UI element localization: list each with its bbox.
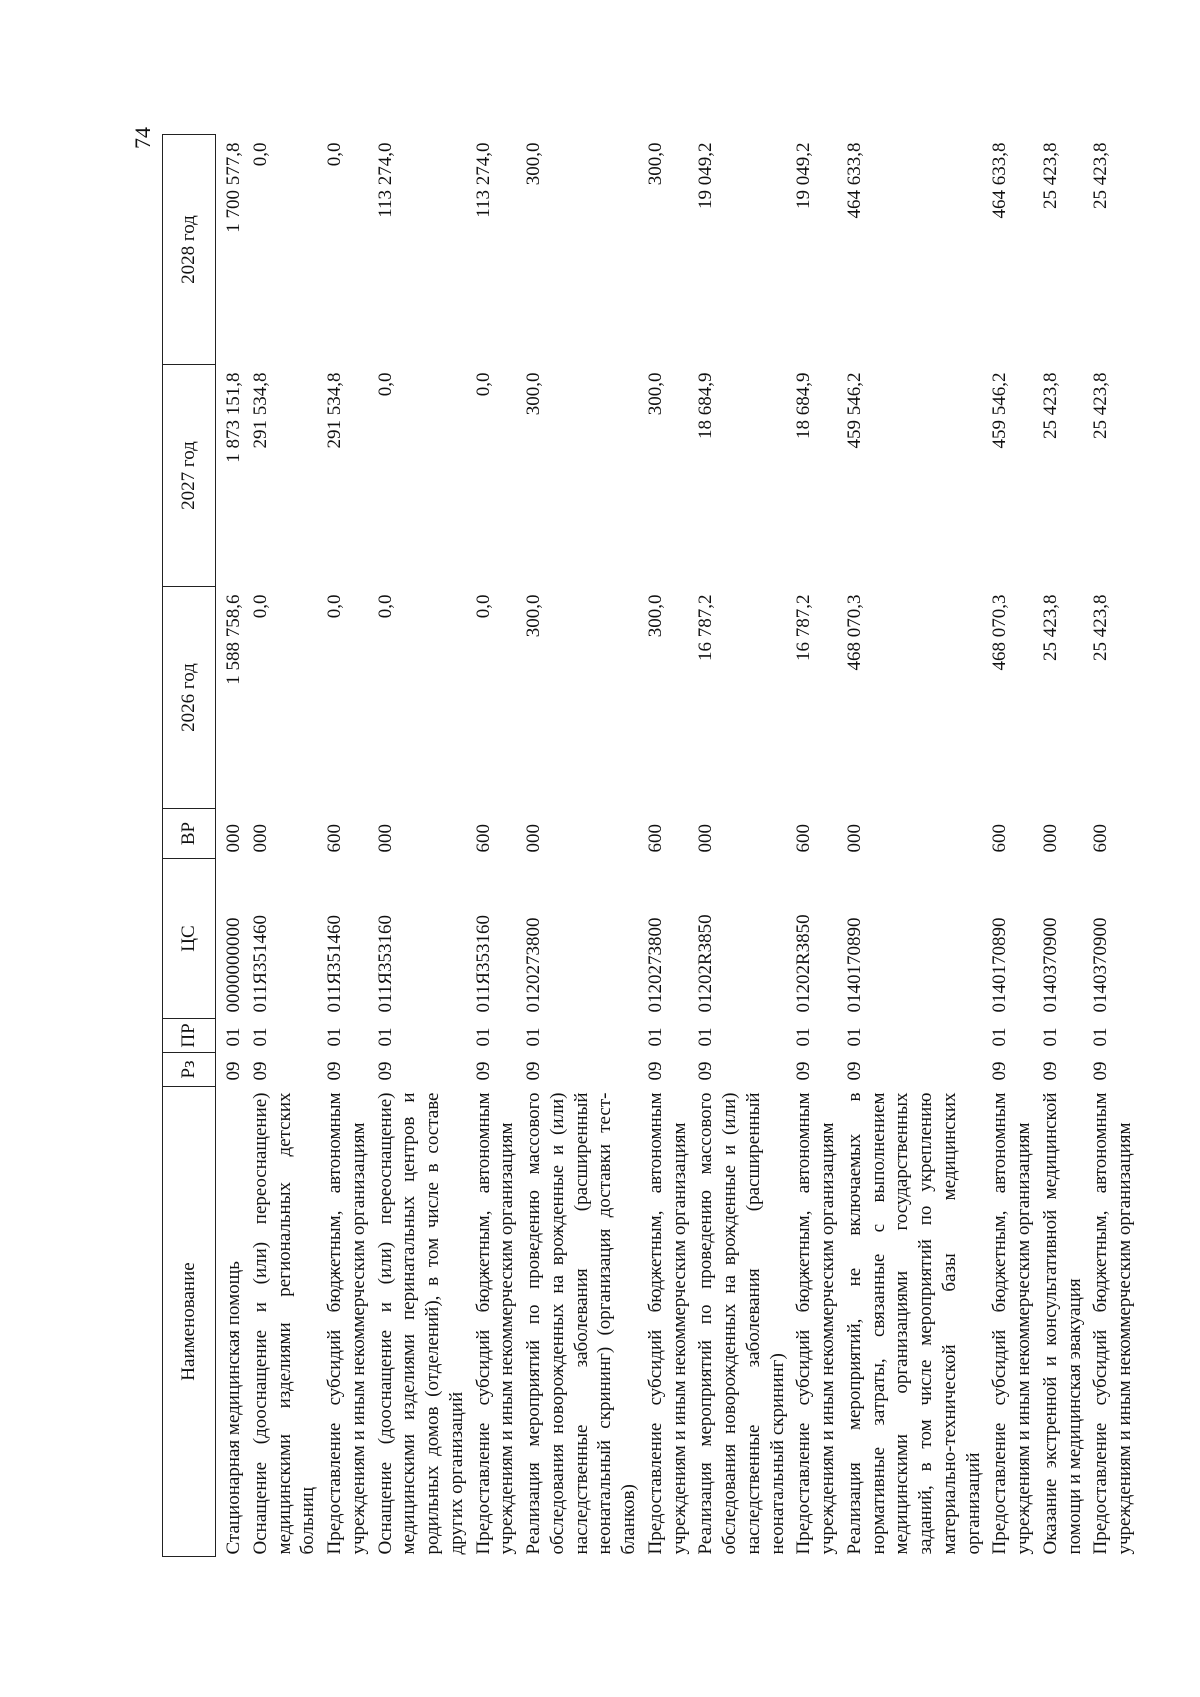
cell-cs: 0140370900 bbox=[1039, 917, 1061, 1013]
cell-pr: 01 bbox=[1039, 1027, 1061, 1047]
table-row bbox=[216, 135, 249, 1557]
cell-2027: 18 684,9 bbox=[695, 372, 717, 439]
cell-vr: 600 bbox=[989, 824, 1011, 853]
cell-rz: 09 bbox=[223, 1061, 244, 1081]
cell-cs: 011Я351460 bbox=[324, 915, 345, 1013]
cell-2028: 0,0 bbox=[324, 142, 345, 167]
cell-rz: 09 bbox=[523, 1061, 544, 1081]
page-number: 74 bbox=[130, 127, 155, 149]
cell-vr: 600 bbox=[324, 824, 345, 853]
cell-2028: 25 423,8 bbox=[1039, 142, 1061, 209]
cell-cs: 0000000000 bbox=[223, 917, 244, 1013]
header-pr: ПР bbox=[163, 1019, 216, 1053]
cell-pr: 01 bbox=[1090, 1027, 1112, 1047]
cell-name: Реализация мероприятий по проведению массового обследования новорожденных на врожденные и (или) наследственные заболевания (расширенный неонатальный скрининг) bbox=[695, 1092, 788, 1555]
cell-rz: 09 bbox=[989, 1061, 1011, 1081]
cell-2027: 459 546,2 bbox=[989, 372, 1011, 449]
cell-pr: 01 bbox=[324, 1027, 345, 1047]
cell-cs: 0120273800 bbox=[523, 917, 544, 1013]
cell-pr: 01 bbox=[695, 1027, 717, 1047]
cell-name: Предоставление субсидий бюджетным, автономным учреждениям и иным некоммерческим организациям bbox=[989, 1092, 1034, 1555]
cell-pr: 01 bbox=[249, 1027, 271, 1047]
cell-cs: 011Я351460 bbox=[249, 915, 271, 1013]
table-row bbox=[374, 135, 472, 1557]
cell-cs: 0140370900 bbox=[1090, 917, 1112, 1013]
cell-2026: 468 070,3 bbox=[989, 594, 1011, 671]
table-row bbox=[522, 135, 644, 1557]
cell-rz: 09 bbox=[1090, 1061, 1112, 1081]
cell-name: Оснащение (дооснащение и (или) переоснащение) медицинскими изделиями перинатальных центров и родильных домов (отделений), в том числе в составе других организаций bbox=[374, 1092, 467, 1555]
cell-name: Оказание экстренной и консультативной медицинской помощи и медицинская эвакуация bbox=[1039, 1092, 1085, 1555]
cell-2027: 25 423,8 bbox=[1039, 372, 1061, 439]
table-row bbox=[323, 135, 374, 1557]
cell-pr: 01 bbox=[374, 1027, 396, 1047]
cell-2028: 464 633,8 bbox=[843, 142, 865, 219]
cell-name: Оснащение (дооснащение и (или) переоснащение) медицинскими изделиями региональных детских больниц bbox=[249, 1092, 319, 1555]
cell-2028: 300,0 bbox=[644, 142, 666, 186]
cell-2027: 1 873 151,8 bbox=[223, 372, 244, 463]
budget-table bbox=[162, 134, 1140, 1557]
cell-pr: 01 bbox=[523, 1027, 544, 1047]
cell-2027: 300,0 bbox=[644, 372, 666, 416]
table-row bbox=[694, 135, 792, 1557]
header-rz: Рз bbox=[163, 1053, 216, 1087]
cell-cs: 0140170890 bbox=[989, 917, 1011, 1013]
cell-2027: 459 546,2 bbox=[843, 372, 865, 449]
cell-name: Предоставление субсидий бюджетным, автономным учреждениям и иным некоммерческим организациям bbox=[644, 1092, 690, 1555]
table-header bbox=[163, 135, 216, 1557]
cell-2026: 300,0 bbox=[523, 594, 544, 638]
cell-name: Предоставление субсидий бюджетным, автономным учреждениям и иным некоммерческим организациям bbox=[1090, 1092, 1135, 1555]
table-row bbox=[988, 135, 1039, 1557]
cell-vr: 000 bbox=[249, 824, 271, 853]
cell-rz: 09 bbox=[793, 1061, 815, 1081]
cell-vr: 600 bbox=[472, 824, 494, 853]
table-row bbox=[843, 135, 989, 1557]
cell-2026: 1 588 758,6 bbox=[223, 594, 244, 685]
cell-rz: 09 bbox=[374, 1061, 396, 1081]
cell-2027: 0,0 bbox=[374, 372, 396, 397]
cell-2026: 300,0 bbox=[644, 594, 666, 638]
cell-rz: 09 bbox=[695, 1061, 717, 1081]
cell-2027: 25 423,8 bbox=[1090, 372, 1112, 439]
cell-vr: 000 bbox=[223, 824, 244, 853]
cell-cs: 011Я353160 bbox=[472, 915, 494, 1013]
table-row bbox=[1039, 135, 1090, 1557]
table-row bbox=[1089, 135, 1140, 1557]
header-name: Наименование bbox=[163, 1087, 216, 1557]
header-cs: ЦС bbox=[163, 859, 216, 1019]
table-row bbox=[644, 135, 695, 1557]
cell-2026: 468 070,3 bbox=[843, 594, 865, 671]
cell-2028: 1 700 577,8 bbox=[223, 142, 244, 233]
cell-name: Стационарная медицинская помощь bbox=[223, 1261, 244, 1555]
cell-2028: 25 423,8 bbox=[1090, 142, 1112, 209]
cell-pr: 01 bbox=[223, 1027, 244, 1047]
cell-2027: 0,0 bbox=[472, 372, 494, 397]
cell-name: Предоставление субсидий бюджетным, автономным учреждениям и иным некоммерческим организациям bbox=[472, 1092, 518, 1555]
cell-pr: 01 bbox=[644, 1027, 666, 1047]
cell-vr: 000 bbox=[1039, 824, 1061, 853]
cell-rz: 09 bbox=[843, 1061, 865, 1081]
cell-pr: 01 bbox=[793, 1027, 815, 1047]
cell-2026: 16 787,2 bbox=[695, 594, 717, 661]
cell-2026: 0,0 bbox=[472, 594, 494, 619]
cell-rz: 09 bbox=[644, 1061, 666, 1081]
cell-2026: 0,0 bbox=[324, 594, 345, 619]
cell-vr: 600 bbox=[1090, 824, 1112, 853]
cell-2026: 25 423,8 bbox=[1039, 594, 1061, 661]
cell-cs: 0120273800 bbox=[644, 917, 666, 1013]
cell-2028: 464 633,8 bbox=[989, 142, 1011, 219]
cell-vr: 000 bbox=[374, 824, 396, 853]
cell-2028: 113 274,0 bbox=[374, 142, 396, 218]
cell-name: Предоставление субсидий бюджетным, автономным учреждениям и иным некоммерческим организациям bbox=[793, 1092, 838, 1555]
cell-vr: 600 bbox=[793, 824, 815, 853]
cell-rz: 09 bbox=[472, 1061, 494, 1081]
cell-vr: 600 bbox=[644, 824, 666, 853]
cell-2026: 0,0 bbox=[374, 594, 396, 619]
cell-2027: 291 534,8 bbox=[249, 372, 271, 449]
cell-vr: 000 bbox=[695, 824, 717, 853]
cell-2027: 300,0 bbox=[523, 372, 544, 416]
header-2028: 2028 год bbox=[163, 135, 216, 365]
cell-cs: 01202R3850 bbox=[793, 914, 815, 1013]
cell-vr: 000 bbox=[523, 824, 544, 853]
cell-rz: 09 bbox=[1039, 1061, 1061, 1081]
cell-2026: 0,0 bbox=[249, 594, 271, 619]
cell-cs: 011Я353160 bbox=[374, 915, 396, 1013]
cell-rz: 09 bbox=[249, 1061, 271, 1081]
header-vr: ВР bbox=[163, 809, 216, 859]
cell-name: Реализация мероприятий по проведению массового обследования новорожденных на врожденные и (или) наследственные заболевания (расширенный неонатальный скрининг) (организация доставки тест-бланков) bbox=[523, 1092, 639, 1555]
cell-pr: 01 bbox=[989, 1027, 1011, 1047]
table-row bbox=[472, 135, 523, 1557]
table-row bbox=[249, 135, 323, 1557]
cell-2028: 19 049,2 bbox=[793, 142, 815, 209]
cell-rz: 09 bbox=[324, 1061, 345, 1081]
cell-2027: 291 534,8 bbox=[324, 372, 345, 449]
cell-2028: 113 274,0 bbox=[472, 142, 494, 218]
cell-2028: 0,0 bbox=[249, 142, 271, 167]
cell-2028: 300,0 bbox=[523, 142, 544, 186]
cell-name: Реализация мероприятий, не включаемых в нормативные затраты, связанные с выполнением медицинскими организациями государственных заданий, в том числе мероприятий по укреплению материально-технической базы медицинских организаций bbox=[843, 1092, 984, 1555]
header-2026: 2026 год bbox=[163, 587, 216, 809]
cell-pr: 01 bbox=[472, 1027, 494, 1047]
cell-2026: 16 787,2 bbox=[793, 594, 815, 661]
cell-cs: 01202R3850 bbox=[695, 914, 717, 1013]
cell-2028: 19 049,2 bbox=[695, 142, 717, 209]
cell-cs: 0140170890 bbox=[843, 917, 865, 1013]
cell-2026: 25 423,8 bbox=[1090, 594, 1112, 661]
cell-vr: 000 bbox=[843, 824, 865, 853]
cell-pr: 01 bbox=[843, 1027, 865, 1047]
cell-2027: 18 684,9 bbox=[793, 372, 815, 439]
table-row bbox=[792, 135, 843, 1557]
table-body bbox=[216, 135, 1140, 1557]
cell-name: Предоставление субсидий бюджетным, автономным учреждениям и иным некоммерческим организациям bbox=[324, 1092, 369, 1555]
header-2027: 2027 год bbox=[163, 365, 216, 587]
